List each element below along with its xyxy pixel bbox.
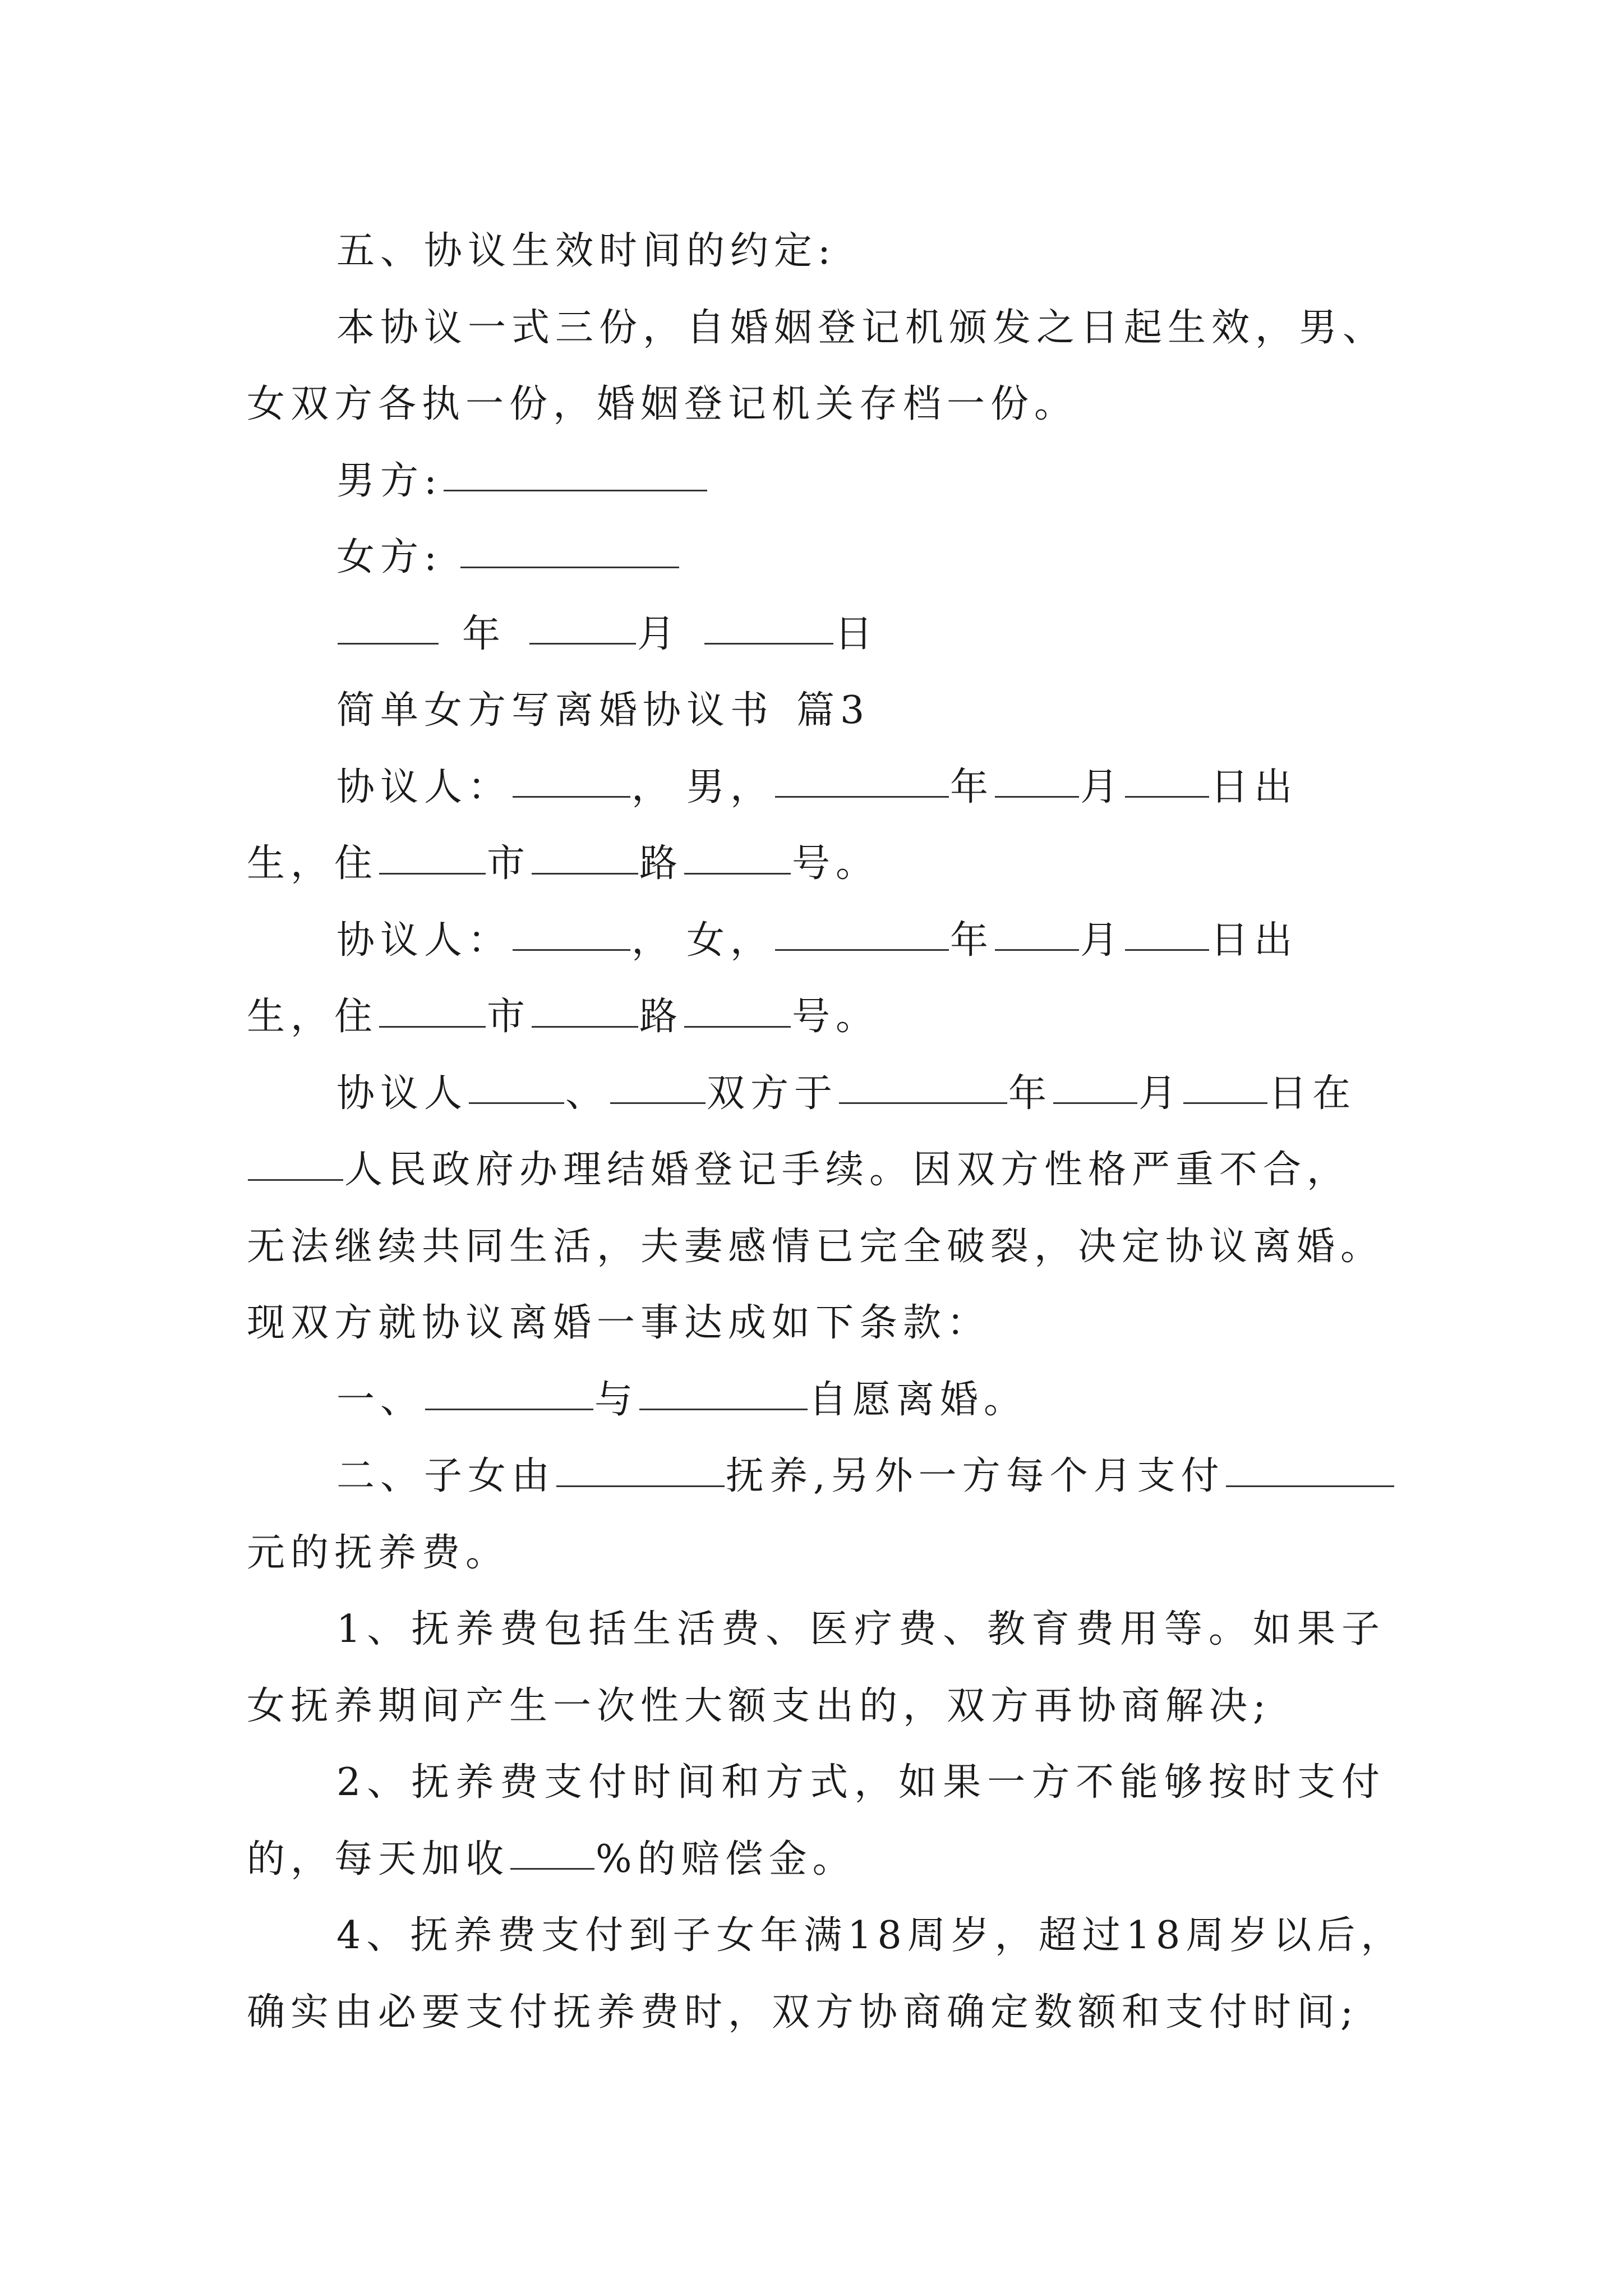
clause-1-party-1-blank[interactable] [425,1409,593,1410]
party-2-line-2: 生，住 市 路 号。 [247,995,880,1039]
marriage-line-3: 无法继续共同生活，夫妻感情已完全破裂，决定协议离婚。 [247,1224,1385,1269]
marriage-month-blank[interactable] [1053,1102,1137,1104]
party-2-road-blank[interactable] [532,1026,638,1028]
marriage-government-blank[interactable] [248,1179,343,1181]
marriage-day-blank[interactable] [1183,1102,1267,1104]
item-1-line-2: 女抚养期间产生一次性大额支出的，双方再协商解决; [247,1683,1271,1728]
clause-2-line-1: 二、子女由 抚养,另外一方每个月支付 [247,1438,1385,1515]
party-1-name-blank[interactable] [513,796,630,798]
party-1-city-blank[interactable] [379,873,486,875]
party-1-birth-day-blank[interactable] [1125,796,1209,798]
penalty-percent-blank[interactable] [510,1868,594,1870]
marriage-party-1-blank[interactable] [469,1102,564,1104]
party-1-line-1: 协议人： ， 男， 年 月 日出 [336,765,1298,809]
signature-date-line: 年 月 日 [247,596,1385,673]
marriage-party-2-blank[interactable] [610,1102,706,1104]
item-2-line-2: 的，每天加收 %的赔偿金。 [247,1837,856,1881]
item-2-line-1: 2、抚养费支付时间和方式，如果一方不能够按时支付 [336,1760,1385,1805]
male-signature-line: 男方: [247,443,1385,520]
marriage-line-2: 人民政府办理结婚登记手续。因双方性格严重不合， [247,1132,1385,1209]
date-month-blank[interactable] [529,643,636,645]
party-2-city-blank[interactable] [379,1026,486,1028]
party-2-birth-day-blank[interactable] [1125,949,1209,951]
party-1-road-blank[interactable] [532,873,638,875]
party-2-name-blank[interactable] [513,949,630,951]
party-2-number-blank[interactable] [684,1026,791,1028]
item-1-line-1: 1、抚养费包括生活费、医疗费、教育费用等。如果子 [336,1607,1385,1651]
date-year-blank[interactable] [338,643,439,645]
monthly-support-blank[interactable] [1226,1485,1394,1487]
female-signature-blank[interactable] [460,567,679,568]
marriage-year-blank[interactable] [839,1102,1007,1104]
male-signature-blank[interactable] [444,490,707,491]
party-2-birth-year-blank[interactable] [775,949,949,951]
clause-1-party-2-blank[interactable] [639,1409,808,1410]
section-5-line-2: 女双方各执一份，婚姻登记机关存档一份。 [247,382,1078,426]
female-signature-line: 女方: [247,519,1385,596]
party-1-number-blank[interactable] [684,873,791,875]
item-4-line-1: 4、抚养费支付到子女年满18周岁，超过18周岁以后， [336,1913,1405,1958]
clause-1: 一、 与 自愿离婚。 [336,1377,1028,1422]
date-day-blank[interactable] [704,643,833,645]
clause-2-line-2: 元的抚养费。 [247,1530,510,1575]
party-1-birth-month-blank[interactable] [995,796,1079,798]
article-3-title: 简单女方写离婚协议书 篇3 [336,688,870,733]
custody-party-blank[interactable] [556,1485,725,1487]
party-2-birth-month-blank[interactable] [995,949,1079,951]
document-page [247,213,1405,2051]
section-5-heading: 五、协议生效时间的约定: [336,229,836,273]
marriage-line-1: 协议人 、 双方于 年 月 日在 [336,1071,1357,1116]
marriage-line-4: 现双方就协议离婚一事达成如下条款： [247,1301,991,1345]
party-1-birth-year-blank[interactable] [775,796,949,798]
party-1-line-2: 生，住 市 路 号。 [247,841,880,886]
section-5-line-1: 本协议一式三份，自婚姻登记机颁发之日起生效，男、 [336,305,1387,350]
item-4-line-2: 确实由必要支付抚养费时，双方协商确定数额和支付时间; [247,1990,1359,2035]
party-2-line-1: 协议人： ， 女， 年 月 日出 [336,918,1298,963]
